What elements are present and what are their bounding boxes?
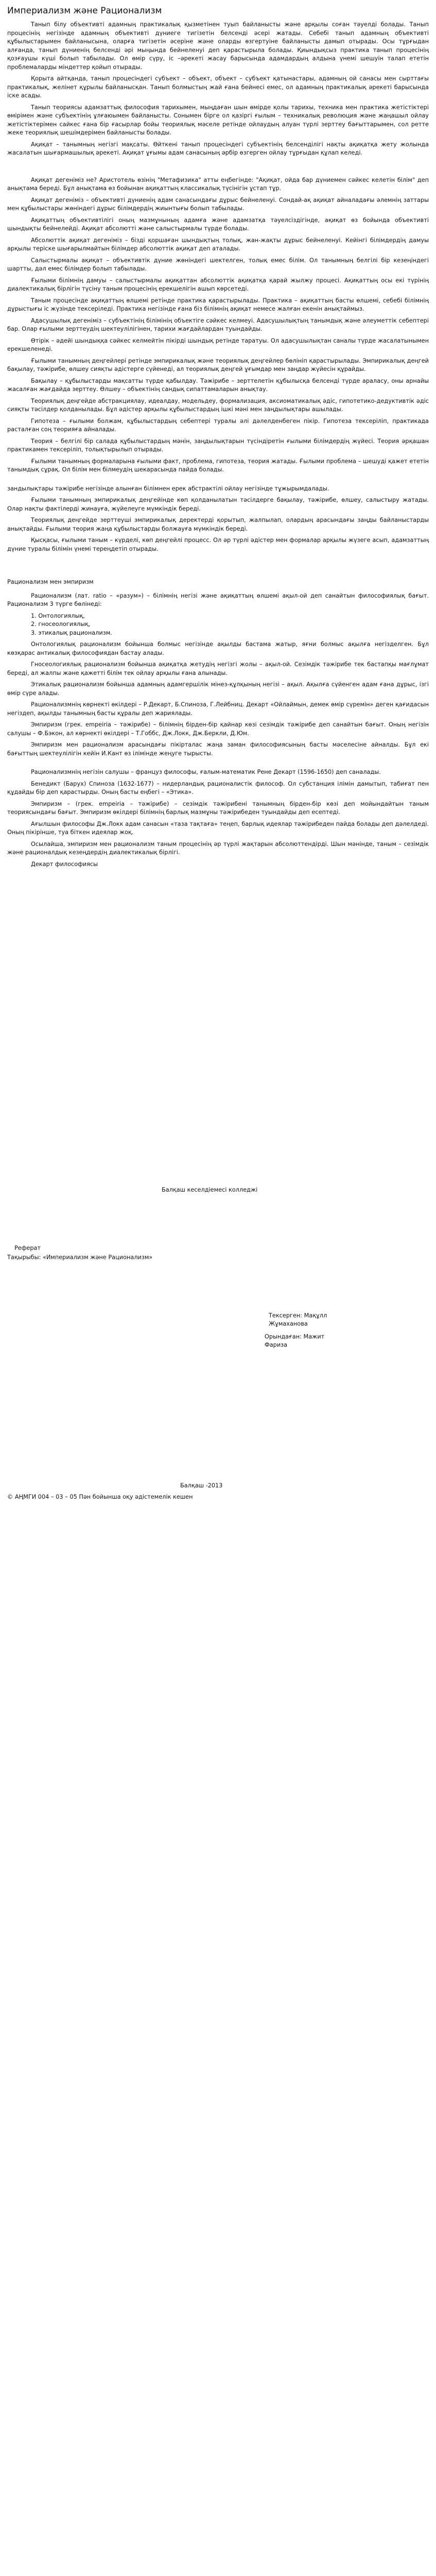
paragraph: Бенедикт (Барух) Спиноза (1632-1677) – нидерландық рационалистік философ. Ол субстанция ілімін дамытып, табиғат пен құдайды бір деп қарастырды. Оның басты еңбегі – «Этика». xyxy=(7,780,429,795)
section-heading: Рационализм мен эмпиризм xyxy=(7,579,94,585)
list-item: 3. этикалық рационализм. xyxy=(31,629,112,636)
paragraph: Ғылыми білімнің дамуы – салыстырмалы ақиқаттан абсолюттік ақиқатқа қарай жылжу процесі. Ақиқаттың осы екі түрінің диалектикалық бірлігін түсіну таным процесінің ерекшелігін ашып көрсетеді. xyxy=(7,277,429,292)
section-heading: Декарт философиясы xyxy=(31,860,98,868)
paragraph: Абсолюттік ақиқат дегеніміз – бізді қоршаған шындықтың толық, жан-жақты дұрыс бейнеленуі. Кейінгі білімдердің дамуы арқылы теріске шығарылмайтын білімдер абсолюттік ақиқат деп аталады. xyxy=(7,236,429,252)
paragraph: зандылықтары тәжірибе негізінде алынған білімнен ерек абстрактілі ойлау негізінде тұжырымдалады. xyxy=(7,485,329,492)
paragraph: Өтірік – әдейі шындыққа сәйкес келмейтін пікірді шындық ретінде таратуы. Ол адасушылықтан саналы түрде жасалатынымен ерекшеленеді. xyxy=(7,337,429,352)
title-page xyxy=(7,1186,429,1502)
paragraph: Ақиқаттың объективтілігі оның мазмұнының адамға және адамзатқа тәуелсіздігінде, ақиқат өз бойында объективті шындықты бейнелейді. Ақиқат абсолютті және салыстырмалы түрде болады. xyxy=(7,216,429,232)
section-intro xyxy=(7,21,429,158)
list-item: 2. гносеологиялық, xyxy=(31,621,91,628)
paragraph: Таным процесінде ақиқаттың өлшемі ретінде практика қарастырылады. Практика – ақиқаттың басты өлшемі, себебі білімнің дұрыстығы іс жүзінде тексеріледі. Практика негізінде ғана біз білімнің ақиқат немесе жалған екенін анықтаймыз. xyxy=(7,297,429,312)
paragraph: Қорыта айтқанда, танып процесіндегі субъект – объект, объект – субъект қатынастары, адамның ой санасы мен сырттағы практикалық, желінет құрылы байланысқан. Танып болмыстың жай ғана бейнесі емес, ол адамның практикалық әрекеті барысында іске асады. xyxy=(7,75,429,99)
page-footer: © АҢМГИ 004 – 03 – 05 Пән бойынша оқу әдістемелік кешен xyxy=(7,1494,193,1500)
rationalism-types-list xyxy=(31,612,429,638)
paragraph: Қысқасы, ғылыми таным – күрделі, көп деңгейлі процесс. Ол әр түрлі әдістер мен формалар арқылы жүзеге асып, адамзаттың дүние туралы білімін үнемі тереңдетіп отырады. xyxy=(7,537,429,552)
checked-by: Тексерген: Мақұлл Жұмаханова xyxy=(269,1312,327,1327)
paragraph: Осылайша, эмпиризм мен рационализм таным процесінің әр түрлі жақтарын абсолюттендірді. Шын мәнінде, таным – сезімдік және рационалдық кезеңдердің диалектикалық бірлігі. xyxy=(7,840,429,856)
section-relative-truth xyxy=(7,257,429,474)
paragraph: Ғылыми танымның формаларына ғылыми факт, проблема, гипотеза, теория жатады. Ғылыми проблема – шешуді қажет ететін танымдық сұрақ. Ол білім мен білмеудің шекарасында пайда болады. xyxy=(7,457,429,473)
college-name: Балқаш кеселдіемесі колледжі xyxy=(162,1187,258,1193)
done-by: Орындаған: Мажит Фариза xyxy=(265,1333,325,1348)
page-title: Империализм және Рационализм xyxy=(7,6,162,16)
paragraph: Эмпиризм (грек. empeiria – тәжірибе) – білімнің бірден-бір қайнар көзі сезімдік тәжірибе деп санайтын бағыт. Оның негізін салушы – Ф.Бэкон, ал көрнекті өкілдері – Т.Гоббс, Дж.Локк, Дж.Беркли, Д.Юм. xyxy=(7,721,429,737)
paragraph: Рационализм (лат. ratio – «разум») – білімнің негізі және ақиқаттың өлшемі ақыл-ой деп санайтын философиялық бағыт. Рационализм 3 түрге бөлінеді: xyxy=(7,592,429,607)
paragraph: Ақиқат дегеніміз не? Аристотель өзінің "Метафизика" атты еңбегінде: "Ақиқат, ойда бар дүниемен сәйкес келетін білім" деп анықтама береді. Бұл анықтама өз бойынан ақиқаттың классикалық түсінігін ұстап тұр. xyxy=(7,176,429,192)
paragraph: Адасушылық дегеніміз – субъектінің білімінің объектіге сәйкес келмеуі. Адасушылықтың танымдық және әлеуметтік себептері бар. Олар ғылыми зерттеудің шектеулілігінен, тарихи жағдайлардан туындайды. xyxy=(7,317,429,332)
paragraph: Ғылыми танымның эмпирикалық деңгейінде көп қолданылатын тәсілдерге бақылау, тәжірибе, өлшеу, салыстыру жатады. Олар нақты фактілерді жинауға, жүйелеуге мүмкіндік береді. xyxy=(7,497,429,512)
paragraph: Гипотеза – ғылыми болжам, құбылыстардың себептері туралы әлі дәлелденбеген пікір. Гипотеза тексеріліп, практикада расталған соң теорияға айналады. xyxy=(7,417,429,433)
paragraph: Ақиқат дегеніміз – объективті дүниенің адам санасындағы дұрыс бейнеленуі. Сондай-ақ ақиқат айналадағы әлемнің заттары мен құбылыстары жөніндегі дұрыс білімдердің жиынтығы болып табылады. xyxy=(7,196,429,212)
section-rationalism-kinds xyxy=(7,640,429,698)
paragraph: Бақылау – құбылыстарды мақсатты түрде қабылдау. Тәжірибе – зерттелетін құбылысқа белсенді түрде араласу, оны арнайы жасалған жағдайда зерттеу. Өлшеу – объектінің сандық сипаттамаларын анықтау. xyxy=(7,377,429,393)
paragraph: Эмпиризм мен рационализм арасындағы пікірталас жаңа заман философиясының басты мәселесіне айналды. Бұл екі бағыттың шектеулілігін кейін И.Кант өз ілімінде жеңуге тырысты. xyxy=(7,741,429,757)
list-item: 1. Онтологиялық, xyxy=(31,612,85,619)
document-topic: Тақырыбы: «Империализм және Рационализм» xyxy=(7,1254,153,1261)
paragraph: Ақиқат – танымның негізгі мақсаты. Өйткені танып процесіндегі субъектінің белсенділігі нақты ақиқатқа жету жолында жасалатын шығармашылық әрекеті. Ақиқат ұғымы адам санасының әрбір өзгерген ойлау тұрғыдан құлап келеді. xyxy=(7,141,429,156)
paragraph: Теория – белгілі бір салада құбылыстардың мәнін, заңдылықтарын түсіндіретін ғылыми білімдердің жүйесі. Теория әрқашан практикамен тексеріліп, толықтырылып отырады. xyxy=(7,437,429,453)
paragraph: Ағылшын философы Дж.Локк адам санасын «таза тақтаға» теңеп, барлық идеялар тәжірибеден пайда болады деп дәлелдеді. Оның пікірінше, туа біткен идеялар жоқ. xyxy=(7,820,429,836)
paragraph: Гносеологиялық рационализм бойынша ақиқатқа жетудің негізгі жолы – ақыл-ой. Сезімдік тәжірибе тек бастапқы мағлұмат береді, ал жалпы және қажетті білім тек ойлау арқылы ғана алынады. xyxy=(7,661,429,676)
section-truth xyxy=(7,176,429,253)
paragraph: Онтологиялық рационализм бойынша болмыс негізінде ақылды бастама жатыр, яғни болмыс ақылға негізделген. Бұл көзқарас антикалық философиядан бастау алады. xyxy=(7,641,429,656)
section-methods xyxy=(7,496,429,553)
paragraph: Салыстырмалы ақиқат – объективтік дүние жөніндегі шектелген, толық емес білім. Ол танымның белгілі бір кезеңіндегі шартты, дәл емес білімдер болып табылады. xyxy=(7,257,429,272)
paragraph: Рационализмнің негізін салушы – француз философы, ғалым-математик Рене Декарт (1596-1650) деп саналады. xyxy=(31,769,381,775)
section-rationalists xyxy=(7,701,429,758)
paragraph: Теориялық деңгейде зерттеуші эмпирикалық деректерді қорытып, жалпылап, олардың арасындағы заңды байланыстарды анықтайды. Ғылыми теория жаңа құбылыстарды болжауға мүмкіндік береді. xyxy=(7,517,429,532)
paragraph: Рационализмнің көрнекті өкілдері – Р.Декарт, Б.Спиноза, Г.Лейбниц. Декарт «Ойлаймын, демек өмір сүремін» деген қағидасын негіздеп, ақылды танымның басты құралы деп жариялады. xyxy=(7,701,429,717)
paragraph: Эмпиризм – (грек. empeiria – тәжірибе) – сезімдік тәжірибені танымның бірден-бір көзі деп мойындайтын таным теориясындағы бағыт. Эмпиризм өкілдері білімнің барлық мазмұны тәжірибеден туындайды деп есептеді. xyxy=(7,800,429,816)
city-year: Балқаш -2013 xyxy=(180,1482,223,1489)
paragraph: Теориялық деңгейде абстракциялау, идеалдау, модельдеу, формализация, аксиоматикалық әдіс, гипотетико-дедуктивтік әдіс сияқты тәсілдер қолданылады. Бұл әдістер арқылы құбылыстардың ішкі мәні мен заңдылықтары ашылады. xyxy=(7,397,429,413)
section-descartes xyxy=(7,768,429,857)
paragraph: Танып теориясы адамзаттық философия тарихымен, мыңдаған шын өмірде қолы тарихы, техника мен практика жетістіктері өмірімен және субъектінің ұлғаюымен байланысты. Сонымен бірге ол қазіргі ғылым – техникалық революция және жаңашыл ойлау жетістіктерімен сайкес ғана бір ғасырлар бойы теориялық мәселе ретінде ойлаудың алуан түрлі зерттеу бағыттарымен, сол ретте жеке теориялық шешімдерімен байланысты болады. xyxy=(7,104,429,136)
paragraph: Ғылыми танымның деңгейлері ретінде эмпирикалық және теориялық деңгейлер бөлініп қарастырылады. Эмпирикалық деңгей бақылау, тәжірибе, өлшеу сияқты әдістерге сүйенеді, ал теориялық деңгей ұғымдар мен заңдар жүйесін құрайды. xyxy=(7,357,429,372)
paragraph: Этикалық рационализм бойынша адамның адамгершілік мінез-құлқының негізі – ақыл. Ақылға сүйенген адам ғана дұрыс, ізгі өмір сүре алады. xyxy=(7,681,429,697)
paragraph: Танып білу объективті адамның практикалық қызметінен туып байланысты және арқылы соған тәуелді болады. Танып процесінің негізінде адамның объективті дүниеге тигізетін белсенді әсері жатады. Себебі танып адамның объективті құбылыстарымен байланысына, оларға тигізетін әсеріне және оларды өзгертуіне байланысты дамып отырады. Осы тұрғыдан алғанда, танып дүниенің белсенді әрі мыңында бейнеленуі деп қарастырыла болады. Қиындықсыз практика танып процесінің қозғаушы күші болып табылады. Ол өмір сүру, іс –әрекеті жасау барысында адамдардың алдына үнемі шешуін талап ететін проблемаларды міндеттер қойып отырады. xyxy=(7,21,429,71)
document-type: Реферат xyxy=(14,1244,41,1251)
